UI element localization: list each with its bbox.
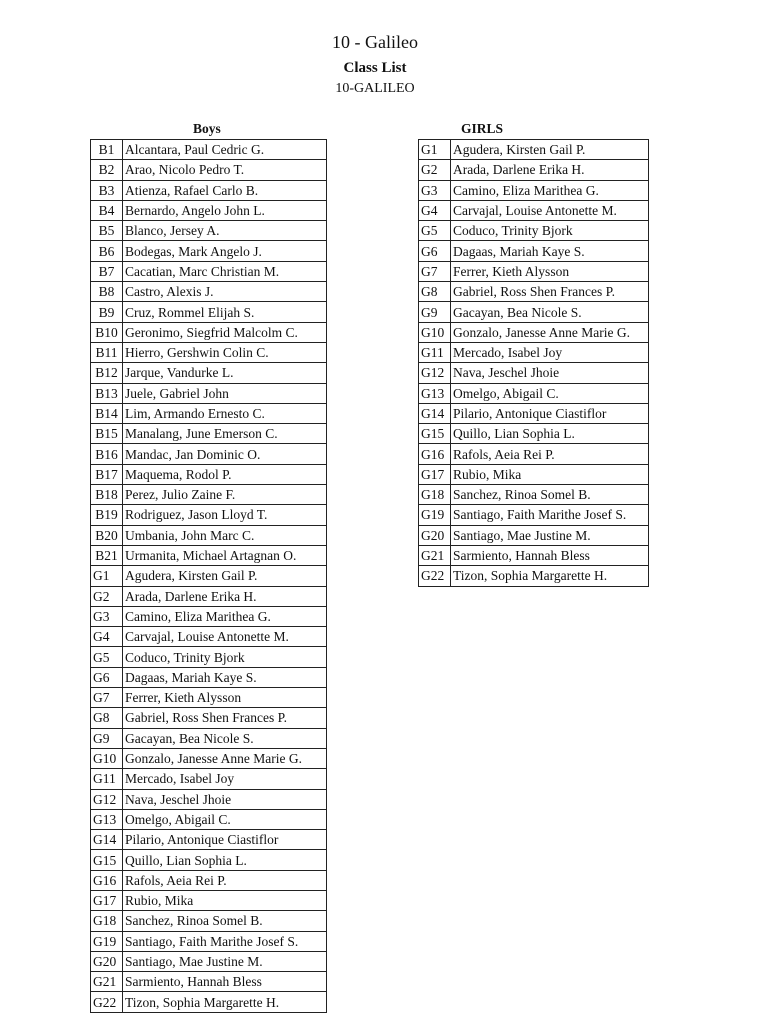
student-code: G5 [419,221,451,241]
table-row [91,830,327,850]
table-row [91,951,327,971]
student-name: Mercado, Isabel Joy [123,769,327,789]
student-code: G1 [419,140,451,160]
student-name: Camino, Eliza Marithea G. [451,180,649,200]
student-code: B4 [91,200,123,220]
student-code: G17 [91,890,123,910]
student-name: Arao, Nicolo Pedro T. [123,160,327,180]
student-name: Santiago, Faith Marithe Josef S. [123,931,327,951]
student-name: Jarque, Vandurke L. [123,363,327,383]
table-row [91,200,327,220]
student-code: G14 [91,830,123,850]
student-name: Omelgo, Abigail C. [451,383,649,403]
table-row [91,688,327,708]
student-name: Atienza, Rafael Carlo B. [123,180,327,200]
student-code: G17 [419,464,451,484]
table-row [91,769,327,789]
student-code: G20 [91,951,123,971]
table-row [419,444,649,464]
table-row [91,505,327,525]
table-row [91,363,327,383]
table-row [419,383,649,403]
student-name: Blanco, Jersey A. [123,221,327,241]
table-row [91,992,327,1012]
table-row [419,282,649,302]
student-name: Rubio, Mika [451,464,649,484]
student-code: B21 [91,545,123,565]
student-name: Quillo, Lian Sophia L. [451,424,649,444]
student-code: B2 [91,160,123,180]
table-row [91,180,327,200]
student-name: Agudera, Kirsten Gail P. [123,566,327,586]
student-name: Gonzalo, Janesse Anne Marie G. [451,322,649,342]
table-row [91,525,327,545]
student-code: G18 [91,911,123,931]
student-code: B10 [91,322,123,342]
student-name: Mandac, Jan Dominic O. [123,444,327,464]
student-name: Santiago, Mae Justine M. [451,525,649,545]
student-name: Alcantara, Paul Cedric G. [123,140,327,160]
student-code: G13 [91,809,123,829]
student-code: G12 [91,789,123,809]
student-name: Quillo, Lian Sophia L. [123,850,327,870]
student-name: Ferrer, Kieth Alysson [451,261,649,281]
table-row [419,261,649,281]
student-code: G4 [91,627,123,647]
student-name: Agudera, Kirsten Gail P. [451,140,649,160]
student-code: G20 [419,525,451,545]
student-name: Gabriel, Ross Shen Frances P. [451,282,649,302]
student-name: Ferrer, Kieth Alysson [123,688,327,708]
table-row [91,667,327,687]
table-row [91,850,327,870]
student-code: B9 [91,302,123,322]
student-name: Nava, Jeschel Jhoie [123,789,327,809]
student-code: B6 [91,241,123,261]
table-row [419,424,649,444]
student-name: Urmanita, Michael Artagnan O. [123,545,327,565]
student-name: Carvajal, Louise Antonette M. [123,627,327,647]
table-row [419,485,649,505]
student-code: G22 [419,566,451,586]
student-code: G2 [91,586,123,606]
table-row [419,403,649,423]
table-row [91,424,327,444]
student-name: Bernardo, Angelo John L. [123,200,327,220]
table-row [91,728,327,748]
student-name: Camino, Eliza Marithea G. [123,606,327,626]
student-name: Tizon, Sophia Margarette H. [451,566,649,586]
student-name: Mercado, Isabel Joy [451,342,649,362]
table-row [91,911,327,931]
student-code: B15 [91,424,123,444]
table-row [419,221,649,241]
student-code: G7 [419,261,451,281]
student-name: Maquema, Rodol P. [123,464,327,484]
student-name: Pilario, Antonique Ciastiflor [451,403,649,423]
student-name: Castro, Alexis J. [123,282,327,302]
student-name: Santiago, Faith Marithe Josef S. [451,505,649,525]
student-code: G16 [91,870,123,890]
table-row [419,241,649,261]
table-row [419,302,649,322]
student-name: Arada, Darlene Erika H. [123,586,327,606]
student-code: G22 [91,992,123,1012]
table-row [91,748,327,768]
student-code: B7 [91,261,123,281]
student-code: G2 [419,160,451,180]
student-name: Gabriel, Ross Shen Frances P. [123,708,327,728]
student-code: G11 [91,769,123,789]
student-code: G11 [419,342,451,362]
table-row [91,403,327,423]
student-code: G9 [419,302,451,322]
table-row [91,566,327,586]
student-code: B12 [91,363,123,383]
student-name: Coduco, Trinity Bjork [123,647,327,667]
page-title: 10 - Galileo [332,32,418,52]
student-name: Hierro, Gershwin Colin C. [123,342,327,362]
table-row [91,383,327,403]
table-row [91,809,327,829]
student-code: B3 [91,180,123,200]
table-row [91,140,327,160]
student-name: Rubio, Mika [123,890,327,910]
student-name: Juele, Gabriel John [123,383,327,403]
student-name: Arada, Darlene Erika H. [451,160,649,180]
table-row [91,444,327,464]
table-row [91,485,327,505]
table-row [91,261,327,281]
student-code: G6 [419,241,451,261]
boys-table [90,139,327,1013]
student-name: Sanchez, Rinoa Somel B. [123,911,327,931]
student-code: G21 [419,545,451,565]
table-row [419,505,649,525]
student-code: G10 [419,322,451,342]
table-row [419,140,649,160]
student-code: B13 [91,383,123,403]
student-code: G16 [419,444,451,464]
table-row [419,566,649,586]
student-code: B17 [91,464,123,484]
student-name: Carvajal, Louise Antonette M. [451,200,649,220]
table-row [91,322,327,342]
section-label: 10-GALILEO [335,81,415,96]
student-code: G6 [91,667,123,687]
student-code: G15 [419,424,451,444]
student-code: G15 [91,850,123,870]
student-code: B18 [91,485,123,505]
table-row [91,302,327,322]
page-subtitle: Class List [343,60,407,76]
student-name: Gonzalo, Janesse Anne Marie G. [123,748,327,768]
student-name: Gacayan, Bea Nicole S. [451,302,649,322]
student-code: G8 [419,282,451,302]
student-code: G14 [419,403,451,423]
student-name: Rodriguez, Jason Lloyd T. [123,505,327,525]
table-row [91,606,327,626]
student-code: G9 [91,728,123,748]
student-code: B11 [91,342,123,362]
table-row [419,322,649,342]
student-name: Manalang, June Emerson C. [123,424,327,444]
student-code: G3 [91,606,123,626]
table-row [91,464,327,484]
student-code: G13 [419,383,451,403]
table-row [419,342,649,362]
student-code: G19 [419,505,451,525]
student-code: G5 [91,647,123,667]
student-code: B8 [91,282,123,302]
table-row [91,931,327,951]
student-code: B14 [91,403,123,423]
student-code: G21 [91,972,123,992]
student-code: G7 [91,688,123,708]
table-row [419,545,649,565]
table-row [419,200,649,220]
table-row [91,282,327,302]
student-code: G10 [91,748,123,768]
student-name: Sarmiento, Hannah Bless [451,545,649,565]
student-name: Dagaas, Mariah Kaye S. [123,667,327,687]
student-name: Umbania, John Marc C. [123,525,327,545]
student-code: G8 [91,708,123,728]
student-code: G18 [419,485,451,505]
student-name: Pilario, Antonique Ciastiflor [123,830,327,850]
table-row [91,545,327,565]
student-name: Santiago, Mae Justine M. [123,951,327,971]
student-name: Omelgo, Abigail C. [123,809,327,829]
student-name: Dagaas, Mariah Kaye S. [451,241,649,261]
student-name: Lim, Armando Ernesto C. [123,403,327,423]
student-name: Bodegas, Mark Angelo J. [123,241,327,261]
table-row [419,525,649,545]
student-code: B19 [91,505,123,525]
student-name: Nava, Jeschel Jhoie [451,363,649,383]
student-name: Cacatian, Marc Christian M. [123,261,327,281]
table-row [91,708,327,728]
boys-heading: Boys [193,121,221,136]
girls-heading: GIRLS [461,121,504,136]
student-name: Sanchez, Rinoa Somel B. [451,485,649,505]
student-name: Sarmiento, Hannah Bless [123,972,327,992]
student-code: G12 [419,363,451,383]
student-name: Tizon, Sophia Margarette H. [123,992,327,1012]
table-row [91,160,327,180]
table-row [91,870,327,890]
table-row [91,789,327,809]
student-code: B5 [91,221,123,241]
student-code: B16 [91,444,123,464]
student-code: B20 [91,525,123,545]
student-name: Gacayan, Bea Nicole S. [123,728,327,748]
table-row [419,160,649,180]
table-row [91,241,327,261]
table-row [91,342,327,362]
student-name: Coduco, Trinity Bjork [451,221,649,241]
student-code: G3 [419,180,451,200]
table-row [419,363,649,383]
girls-table [418,139,649,587]
table-row [91,890,327,910]
student-name: Geronimo, Siegfrid Malcolm C. [123,322,327,342]
student-name: Perez, Julio Zaine F. [123,485,327,505]
student-name: Cruz, Rommel Elijah S. [123,302,327,322]
table-row [91,647,327,667]
student-code: G19 [91,931,123,951]
student-code: B1 [91,140,123,160]
student-code: G1 [91,566,123,586]
table-row [91,221,327,241]
student-code: G4 [419,200,451,220]
student-name: Rafols, Aeia Rei P. [123,870,327,890]
table-row [91,972,327,992]
student-name: Rafols, Aeia Rei P. [451,444,649,464]
table-row [91,586,327,606]
table-row [91,627,327,647]
table-row [419,180,649,200]
table-row [419,464,649,484]
